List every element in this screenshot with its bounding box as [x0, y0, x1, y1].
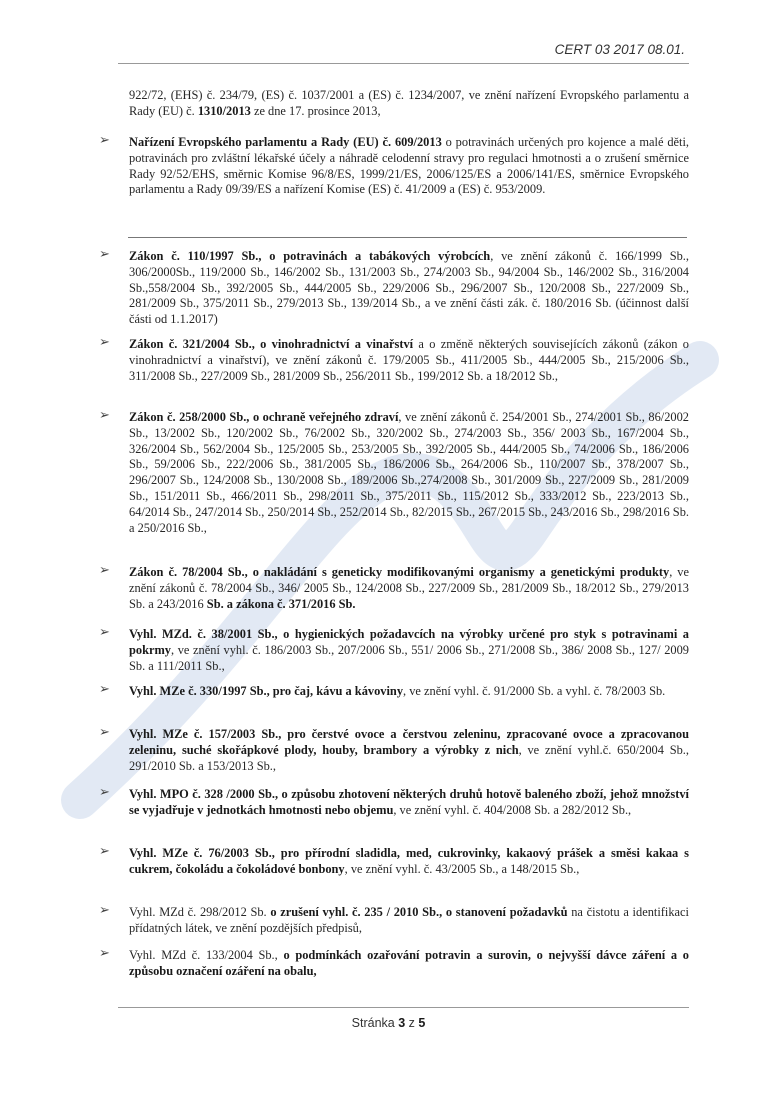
- list-item: [99, 563, 689, 612]
- bullet-arrow-icon: ➢: [99, 844, 110, 859]
- list-item: [99, 408, 689, 536]
- footer-prefix: Stránka: [351, 1016, 395, 1030]
- item-text: 922/72, (EHS) č. 234/79, (ES) č. 1037/2001 a (ES) č. 1234/2007, ve znění nařízení Evropského parlamentu a Rady (EU) č. 1310/2013 ze dne 17. prosince 2013,: [129, 88, 689, 118]
- item-text: Vyhl. MZe č. 157/2003 Sb., pro čerstvé ovoce a čerstvou zeleninu, zpracované ovoce a zpracovanou zeleninu, suché skořápkové plody, houby, brambory a výrobky z nich, ve znění vyhl.č. 650/2004 Sb., 291/2010 Sb. a 153/2013 Sb.,: [129, 727, 689, 773]
- bullet-arrow-icon: ➢: [99, 247, 110, 262]
- item-text: Vyhl. MZe č. 76/2003 Sb., pro přírodní sladidla, med, cukrovinky, kakaový prášek a směsi kakaa s cukrem, čokoládu a čokoládové bonbony, ve znění vyhl. č. 43/2005 Sb., a 148/2015 Sb.,: [129, 846, 689, 876]
- bullet-arrow-icon: ➢: [99, 133, 110, 148]
- list-item: [99, 903, 689, 937]
- list-item: [99, 335, 689, 384]
- item-text: Vyhl. MZd č. 133/2004 Sb., o podmínkách ozařování potravin a surovin, o nejvyšší dávce záření a o způsobu označení ozáření na obalu,: [129, 948, 689, 978]
- list-item: [99, 625, 689, 674]
- item-text: Vyhl. MZd č. 298/2012 Sb. o zrušení vyhl. č. 235 / 2010 Sb., o stanovení požadavků na čistotu a identifikaci přídatných látek, ve znění pozdějších předpisů,: [129, 905, 689, 935]
- list-item: [99, 844, 689, 878]
- bullet-arrow-icon: ➢: [99, 682, 110, 697]
- item-text: Vyhl. MZe č. 330/1997 Sb., pro čaj, kávu a kávoviny, ve znění vyhl. č. 91/2000 Sb. a vyhl. č. 78/2003 Sb.: [129, 684, 666, 698]
- section-divider: [128, 237, 687, 238]
- page-number-footer: [0, 1016, 777, 1030]
- bullet-arrow-icon: ➢: [99, 785, 110, 800]
- list-item: [99, 785, 689, 819]
- list-item: [129, 88, 689, 120]
- current-page: 3: [398, 1016, 406, 1030]
- item-text: Nařízení Evropského parlamentu a Rady (EU) č. 609/2013 o potravinách určených pro kojence a malé děti, potravinách pro zvláštní lékařské účely a náhradě celodenní stravy pro regulaci hmotnosti a o zrušení směrnice Rady 92/52/EHS, směrnic Komise 96/8/ES, 1999/21/ES, 2006/125/ES a 2006/141/ES, směrnice Evropského parlamentu a Rady 09/39/ES a nařízení Komise (ES) č. 41/2009 a (ES) č. 953/2009.: [129, 135, 690, 197]
- item-text: Vyhl. MPO č. 328 /2000 Sb., o způsobu zhotovení některých druhů hotově baleného zboží, jehož množství se vyjadřuje v jednotkách hmotnosti nebo objemu, ve znění vyhl. č. 404/2008 Sb. a 282/2012 Sb.,: [129, 787, 689, 817]
- header-divider: [118, 63, 689, 64]
- bullet-arrow-icon: ➢: [99, 625, 110, 640]
- list-item: [99, 133, 690, 198]
- total-pages: 5: [418, 1016, 426, 1030]
- footer-divider: [118, 1007, 689, 1008]
- bullet-arrow-icon: ➢: [99, 946, 110, 961]
- bullet-arrow-icon: ➢: [99, 725, 110, 740]
- item-text: Zákon č. 78/2004 Sb., o nakládání s geneticky modifikovanými organismy a genetickými produkty, ve znění zákonů č. 78/2004 Sb., 346/ 2005 Sb., 124/2008 Sb., 227/2009 Sb., 281/2009 Sb., 18/2012 Sb., 279/2013 Sb. a 243/2016 Sb. a zákona č. 371/2016 Sb.: [129, 565, 689, 611]
- item-text: Zákon č. 110/1997 Sb., o potravinách a tabákových výrobcích, ve znění zákonů č. 166/1999 Sb., 306/2000Sb., 119/2000 Sb., 146/2002 Sb., 131/2003 Sb., 274/2003 Sb., 94/2004 Sb., 146/2002 Sb., 316/2004 Sb.,558/2004 Sb., 392/2005 Sb., 444/2005 Sb., 229/2006 Sb., 296/2007 Sb., 120/2008 Sb., 227/2009 Sb., 281/2009 Sb., 375/2011 Sb., 279/2013 Sb., 139/2014 Sb., a ve znění části zák. č. 180/2016 Sb. (účinnost další části od 1.1.2017): [129, 249, 689, 327]
- list-item: [99, 682, 689, 700]
- footer-middle: z: [408, 1016, 415, 1030]
- item-text: Vyhl. MZd. č. 38/2001 Sb., o hygienických požadavcích na výrobky určené pro styk s potravinami a pokrmy, ve znění vyhl. č. 186/2003 Sb., 207/2006 Sb., 551/ 2006 Sb., 271/2008 Sb., 386/ 2008 Sb., 127/ 2009 Sb. a 111/2011 Sb.,: [129, 627, 689, 673]
- list-item: [99, 725, 689, 774]
- bullet-arrow-icon: ➢: [99, 335, 110, 350]
- document-code-header: CERT 03 2017 08.01.: [554, 42, 685, 57]
- list-item: [99, 946, 689, 980]
- bullet-arrow-icon: ➢: [99, 408, 110, 423]
- item-text: Zákon č. 258/2000 Sb., o ochraně veřejného zdraví, ve znění zákonů č. 254/2001 Sb., 274/2001 Sb., 86/2002 Sb., 13/2002 Sb., 120/2002 Sb., 76/2002 Sb., 320/2002 Sb., 274/2003 Sb., 356/ 2003 Sb., 167/2004 Sb., 326/2004 Sb., 562/2004 Sb., 125/2005 Sb., 253/2005 Sb., 392/2005 Sb., 444/2005 Sb., 74/2006 Sb., 186/2006 Sb., 59/2006 Sb., 222/2006 Sb., 381/2005 Sb., 186/2006 Sb., 264/2006 Sb., 110/2007 Sb., 378/2007 Sb., 296/2007 Sb., 124/2008 Sb., 130/2008 Sb., 189/2006 Sb.,274/2008 Sb., 301/2009 Sb., 227/2009 Sb., 281/2009 Sb., 151/2011 Sb., 466/2011 Sb., 298/2011 Sb., 375/2011 Sb., 115/2012 Sb., 333/2012 Sb., 223/2013 Sb., 64/2014 Sb., 247/2014 Sb., 250/2014 Sb., 252/2014 Sb., 82/2015 Sb., 267/2015 Sb., 243/2016 Sb., 298/2016 Sb. a 250/2016 Sb.,: [129, 410, 689, 535]
- item-text: Zákon č. 321/2004 Sb., o vinohradnictví a vinařství a o změně některých souvisejících zákonů (zákon o vinohradnictví a vinařství), ve znění zákonů č. 179/2005 Sb., 411/2005 Sb., 444/2005 Sb., 215/2006 Sb., 311/2008 Sb., 227/2009 Sb., 281/2009 Sb., 256/2011 Sb., 199/2012 Sb. a 18/2012 Sb.,: [129, 337, 689, 383]
- list-item: [99, 247, 689, 328]
- bullet-arrow-icon: ➢: [99, 903, 110, 918]
- bullet-arrow-icon: ➢: [99, 563, 110, 578]
